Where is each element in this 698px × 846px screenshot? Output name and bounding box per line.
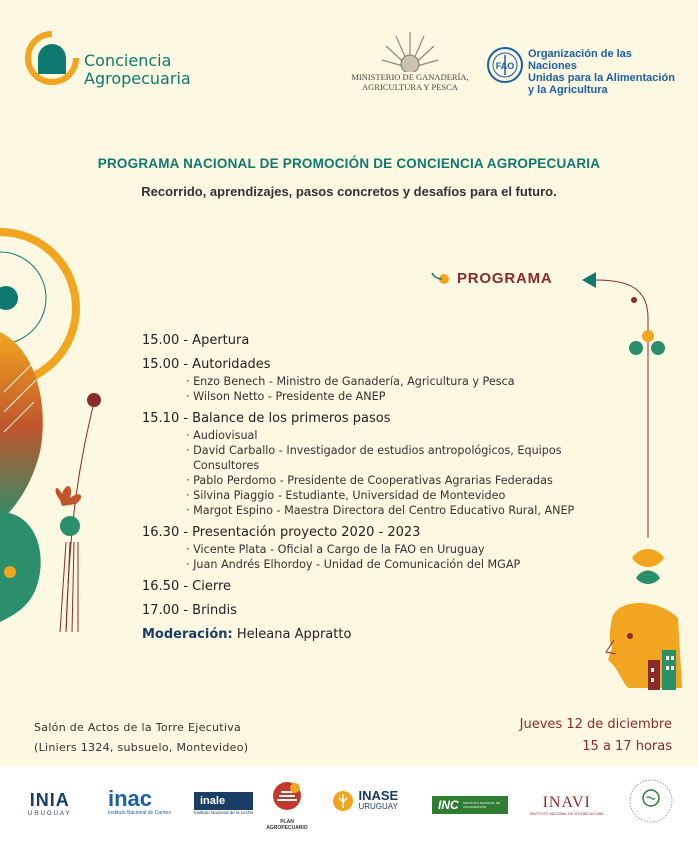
agenda-section-title: 15.00 - Autoridades (142, 357, 271, 372)
inc-logo-text: INC (438, 798, 459, 812)
inia-logo (28, 790, 72, 817)
fao-line1: Organización de las Naciones (528, 48, 632, 72)
venue-line2: (Liniers 1324, subsuelo, Montevideo) (34, 741, 249, 754)
fao-line2: Unidas para la Alimentación (528, 72, 675, 84)
inale-logo-sub: Instituto Nacional de la Leche (194, 810, 254, 815)
plan-agropecuario-logo (262, 778, 312, 831)
agenda-item: · David Carballo - Investigador de estudios antropológicos, Equipos (186, 444, 562, 457)
agenda-section-title: 15.00 - Apertura (142, 333, 250, 348)
fao-abbr: FAO (495, 61, 515, 71)
agenda-item: · Margot Espino - Maestra Directora del Centro Educativo Rural, ANEP (186, 504, 575, 517)
moderation (142, 626, 642, 644)
conciencia-logo (24, 30, 80, 86)
seal-logo (628, 778, 674, 829)
agenda-item: · Juan Andrés Elhordoy - Unidad de Comunicación del MGAP (186, 558, 521, 571)
agenda-section (142, 524, 642, 572)
brand-line2: Agropecuaria (84, 69, 191, 88)
agenda-item: · Pablo Perdomo - Presidente de Cooperativas Agrarias Federadas (186, 474, 553, 487)
inavi-logo (530, 794, 603, 816)
inac-logo-text: inac (108, 786, 153, 811)
event-date (470, 714, 672, 758)
inia-logo-sub: URUGUAY (28, 811, 72, 817)
moderator-name: Heleana Appratto (236, 627, 352, 642)
event-date-day: Jueves 12 de diciembre (519, 717, 672, 732)
agenda (142, 332, 642, 644)
fao-line3: y la Agricultura (528, 84, 608, 96)
inase-logo (332, 790, 398, 812)
agenda-item: · Silvina Piaggio - Estudiante, Universidad de Montevideo (186, 489, 506, 502)
left-decoration (0, 212, 120, 636)
inc-logo-sub: INSTITUTO NACIONAL DE COLONIZACIÓN (463, 800, 500, 809)
agenda-section-title: 16.50 - Cierre (142, 579, 232, 594)
inase-logo-text: INASE (358, 788, 399, 803)
page-subtitle: Recorrido, aprendizajes, pasos concretos y desafíos para el futuro. (141, 184, 557, 199)
seal-icon (628, 778, 674, 824)
inale-logo (194, 792, 253, 815)
agenda-section-title: 17.00 - Brindis (142, 603, 237, 618)
conciencia-logo-icon (24, 30, 80, 86)
ministry-line1: MINISTERIO DE GANADERÍA, (351, 72, 469, 82)
venue-line1: Salón de Actos de la Torre Ejecutiva (34, 721, 242, 734)
agenda-item: · Enzo Benech - Ministro de Ganadería, Agricultura y Pesca (186, 375, 515, 388)
ministry-line2: AGRICULTURA Y PESCA (362, 82, 458, 92)
inase-icon (332, 790, 354, 812)
moderation-label: Moderación: (142, 627, 233, 642)
plan-agropecuario-text: PLAN AGROPECUARIO (266, 819, 308, 831)
ministry-name (350, 72, 470, 92)
fao-name (528, 48, 678, 96)
agenda-section-title: 15.10 - Balance de los primeros pasos (142, 411, 391, 426)
page-title: PROGRAMA NACIONAL DE PROMOCIÓN DE CONCIENCIA AGROPECUARIA (97, 156, 601, 171)
agenda-section (142, 410, 642, 518)
event-date-time: 15 a 17 horas (582, 739, 672, 754)
mgap-sun-icon (378, 28, 442, 76)
inac-logo (108, 788, 171, 816)
agenda-section-title: 16.30 - Presentación proyecto 2020 - 2023 (142, 525, 421, 540)
agenda-section (142, 602, 642, 620)
agenda-item: · Vicente Plata - Oficial a Cargo de la FAO en Uruguay (186, 543, 485, 556)
inavi-logo-text: INAVI (542, 794, 591, 811)
agenda-item: Consultores (186, 459, 260, 472)
agenda-section (142, 332, 642, 350)
brand-line1: Conciencia (84, 51, 172, 70)
programa-leaf-icon (428, 269, 452, 289)
inia-logo-text: INIA (29, 790, 70, 810)
brand-name (84, 52, 191, 88)
inale-logo-text: inale (194, 792, 253, 810)
inac-logo-sub: Instituto Nacional de Carnes (108, 810, 171, 816)
fao-emblem-icon (486, 46, 524, 88)
left-plant-illustration (0, 212, 120, 632)
inc-logo (432, 796, 508, 814)
agenda-section (142, 578, 642, 596)
footer-logos (0, 766, 698, 846)
programa-heading: PROGRAMA (457, 270, 553, 287)
inase-logo-sub: URUGUAY (358, 802, 398, 811)
agenda-section (142, 356, 642, 404)
agenda-item: · Wilson Netto - Presidente de ANEP (186, 390, 386, 403)
venue (34, 718, 248, 758)
agenda-item: · Audiovisual (186, 429, 258, 442)
plan-agropecuario-icon (269, 778, 305, 814)
inavi-logo-sub: INSTITUTO NACIONAL DE VITIVINICULTURA (530, 812, 604, 816)
